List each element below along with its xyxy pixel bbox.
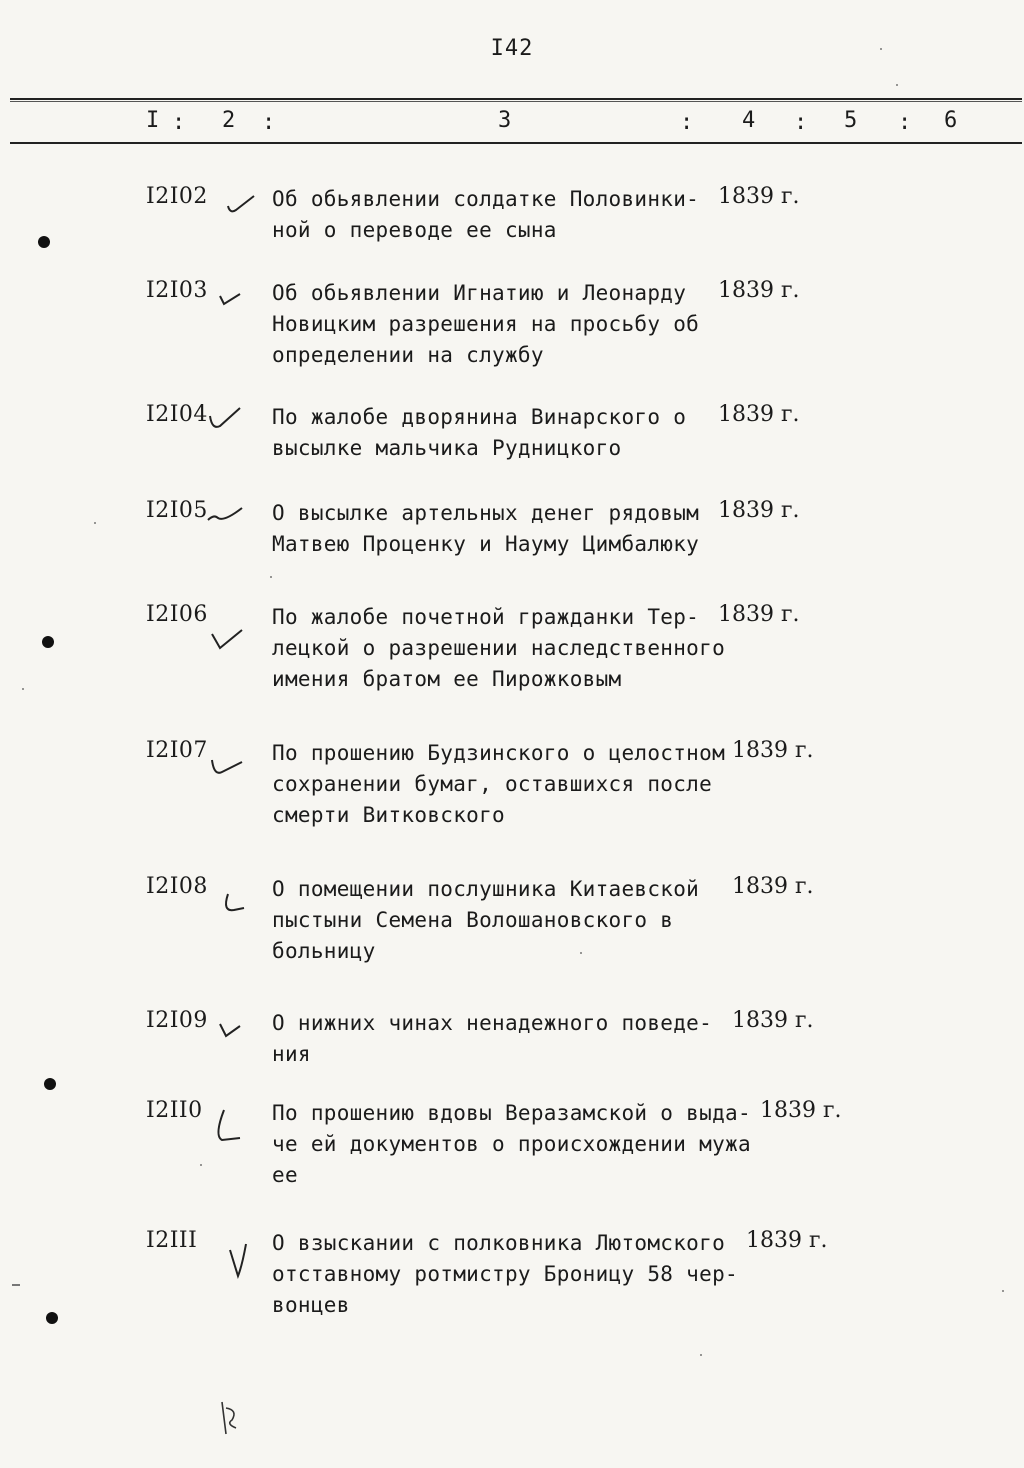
record-number: I2I04 — [146, 402, 208, 427]
scan-speck — [880, 48, 882, 50]
scan-speck — [700, 1354, 702, 1356]
col-header-3: 3 — [498, 108, 512, 133]
header-rule-top — [10, 98, 1022, 100]
scan-speck — [580, 952, 582, 954]
col-header-2: 2 — [222, 108, 236, 133]
punch-hole — [38, 236, 50, 248]
check-mark-icon — [220, 884, 260, 924]
record-year: 1839 г. — [746, 1228, 828, 1253]
col-separator: : — [680, 110, 694, 135]
check-mark-icon — [206, 498, 246, 538]
scan-speck — [1002, 1290, 1004, 1292]
record-number: I2I08 — [146, 874, 208, 899]
record-number: I2I06 — [146, 602, 208, 627]
record-title: По жалобе дворянина Винарского о высылке мальчика Рудницкого — [272, 405, 687, 460]
record-year: 1839 г. — [718, 278, 800, 303]
record-number: I2I07 — [146, 738, 208, 763]
record-year: 1839 г. — [732, 1008, 814, 1033]
check-mark-icon — [224, 184, 264, 224]
col-header-5: 5 — [844, 108, 858, 133]
record-title: Об обьявлении солдатке Половинки- ной о переводе ее сына — [272, 187, 700, 242]
col-header-1: I — [146, 108, 160, 133]
record-title: По прошению вдовы Веразамской о выда- че ей документов о происхождении мужа ее — [272, 1101, 751, 1187]
check-mark-icon — [224, 1242, 264, 1282]
col-header-6: 6 — [944, 108, 958, 133]
scan-speck — [200, 1164, 202, 1166]
record-title: Об обьявлении Игнатию и Леонарду Новицким разрешения на просьбу об определении на службу — [272, 281, 700, 367]
col-separator: : — [172, 110, 186, 135]
col-separator: : — [794, 110, 808, 135]
check-mark-icon — [208, 744, 248, 784]
punch-hole — [46, 1312, 58, 1324]
record-title: О помещении послушника Китаевской пыстыни Семена Волошановского в больницу — [272, 877, 700, 963]
scan-speck — [896, 84, 898, 86]
record-year: 1839 г. — [718, 402, 800, 427]
record-year: 1839 г. — [718, 602, 800, 627]
record-title: По жалобе почетной гражданки Тер- лецкой о разрешении наследственного имения братом ее Пирожковым — [272, 605, 726, 691]
punch-hole — [44, 1078, 56, 1090]
handwritten-mark-icon — [212, 1398, 252, 1438]
check-mark-icon — [210, 1106, 250, 1146]
record-title: О нижних чинах ненадежного поведе- ния — [272, 1011, 713, 1066]
record-year: 1839 г. — [732, 874, 814, 899]
check-mark-icon — [204, 402, 244, 442]
record-number: I2I05 — [146, 498, 208, 523]
record-title: По прошению Будзинского о целостном сохранении бумаг, оставшихся после смерти Витковского — [272, 741, 726, 827]
record-year: 1839 г. — [732, 738, 814, 763]
header-rule-top-thin — [10, 101, 1022, 102]
col-separator: : — [262, 110, 276, 135]
check-mark-icon — [208, 616, 248, 656]
page-number: I42 — [490, 36, 534, 61]
col-header-4: 4 — [742, 108, 756, 133]
punch-hole — [42, 636, 54, 648]
record-year: 1839 г. — [718, 498, 800, 523]
record-number: I2III — [146, 1228, 198, 1253]
record-year: 1839 г. — [718, 184, 800, 209]
record-number: I2I03 — [146, 278, 208, 303]
record-number: I2II0 — [146, 1098, 203, 1123]
check-mark-icon — [214, 278, 254, 318]
scan-speck — [12, 1284, 20, 1286]
record-year: 1839 г. — [760, 1098, 842, 1123]
record-number: I2I02 — [146, 184, 208, 209]
scan-speck — [94, 522, 96, 524]
header-rule-bottom — [10, 142, 1022, 144]
scan-speck — [270, 576, 272, 578]
check-mark-icon — [214, 1008, 254, 1048]
scan-speck — [22, 688, 24, 690]
record-number: I2I09 — [146, 1008, 208, 1033]
record-title: О высылке артельных денег рядовым Матвею Проценку и Науму Цимбалюку — [272, 501, 700, 556]
record-title: О взыскании с полковника Лютомского отставному ротмистру Броницу 58 чер- вонцев — [272, 1231, 738, 1317]
col-separator: : — [898, 110, 912, 135]
